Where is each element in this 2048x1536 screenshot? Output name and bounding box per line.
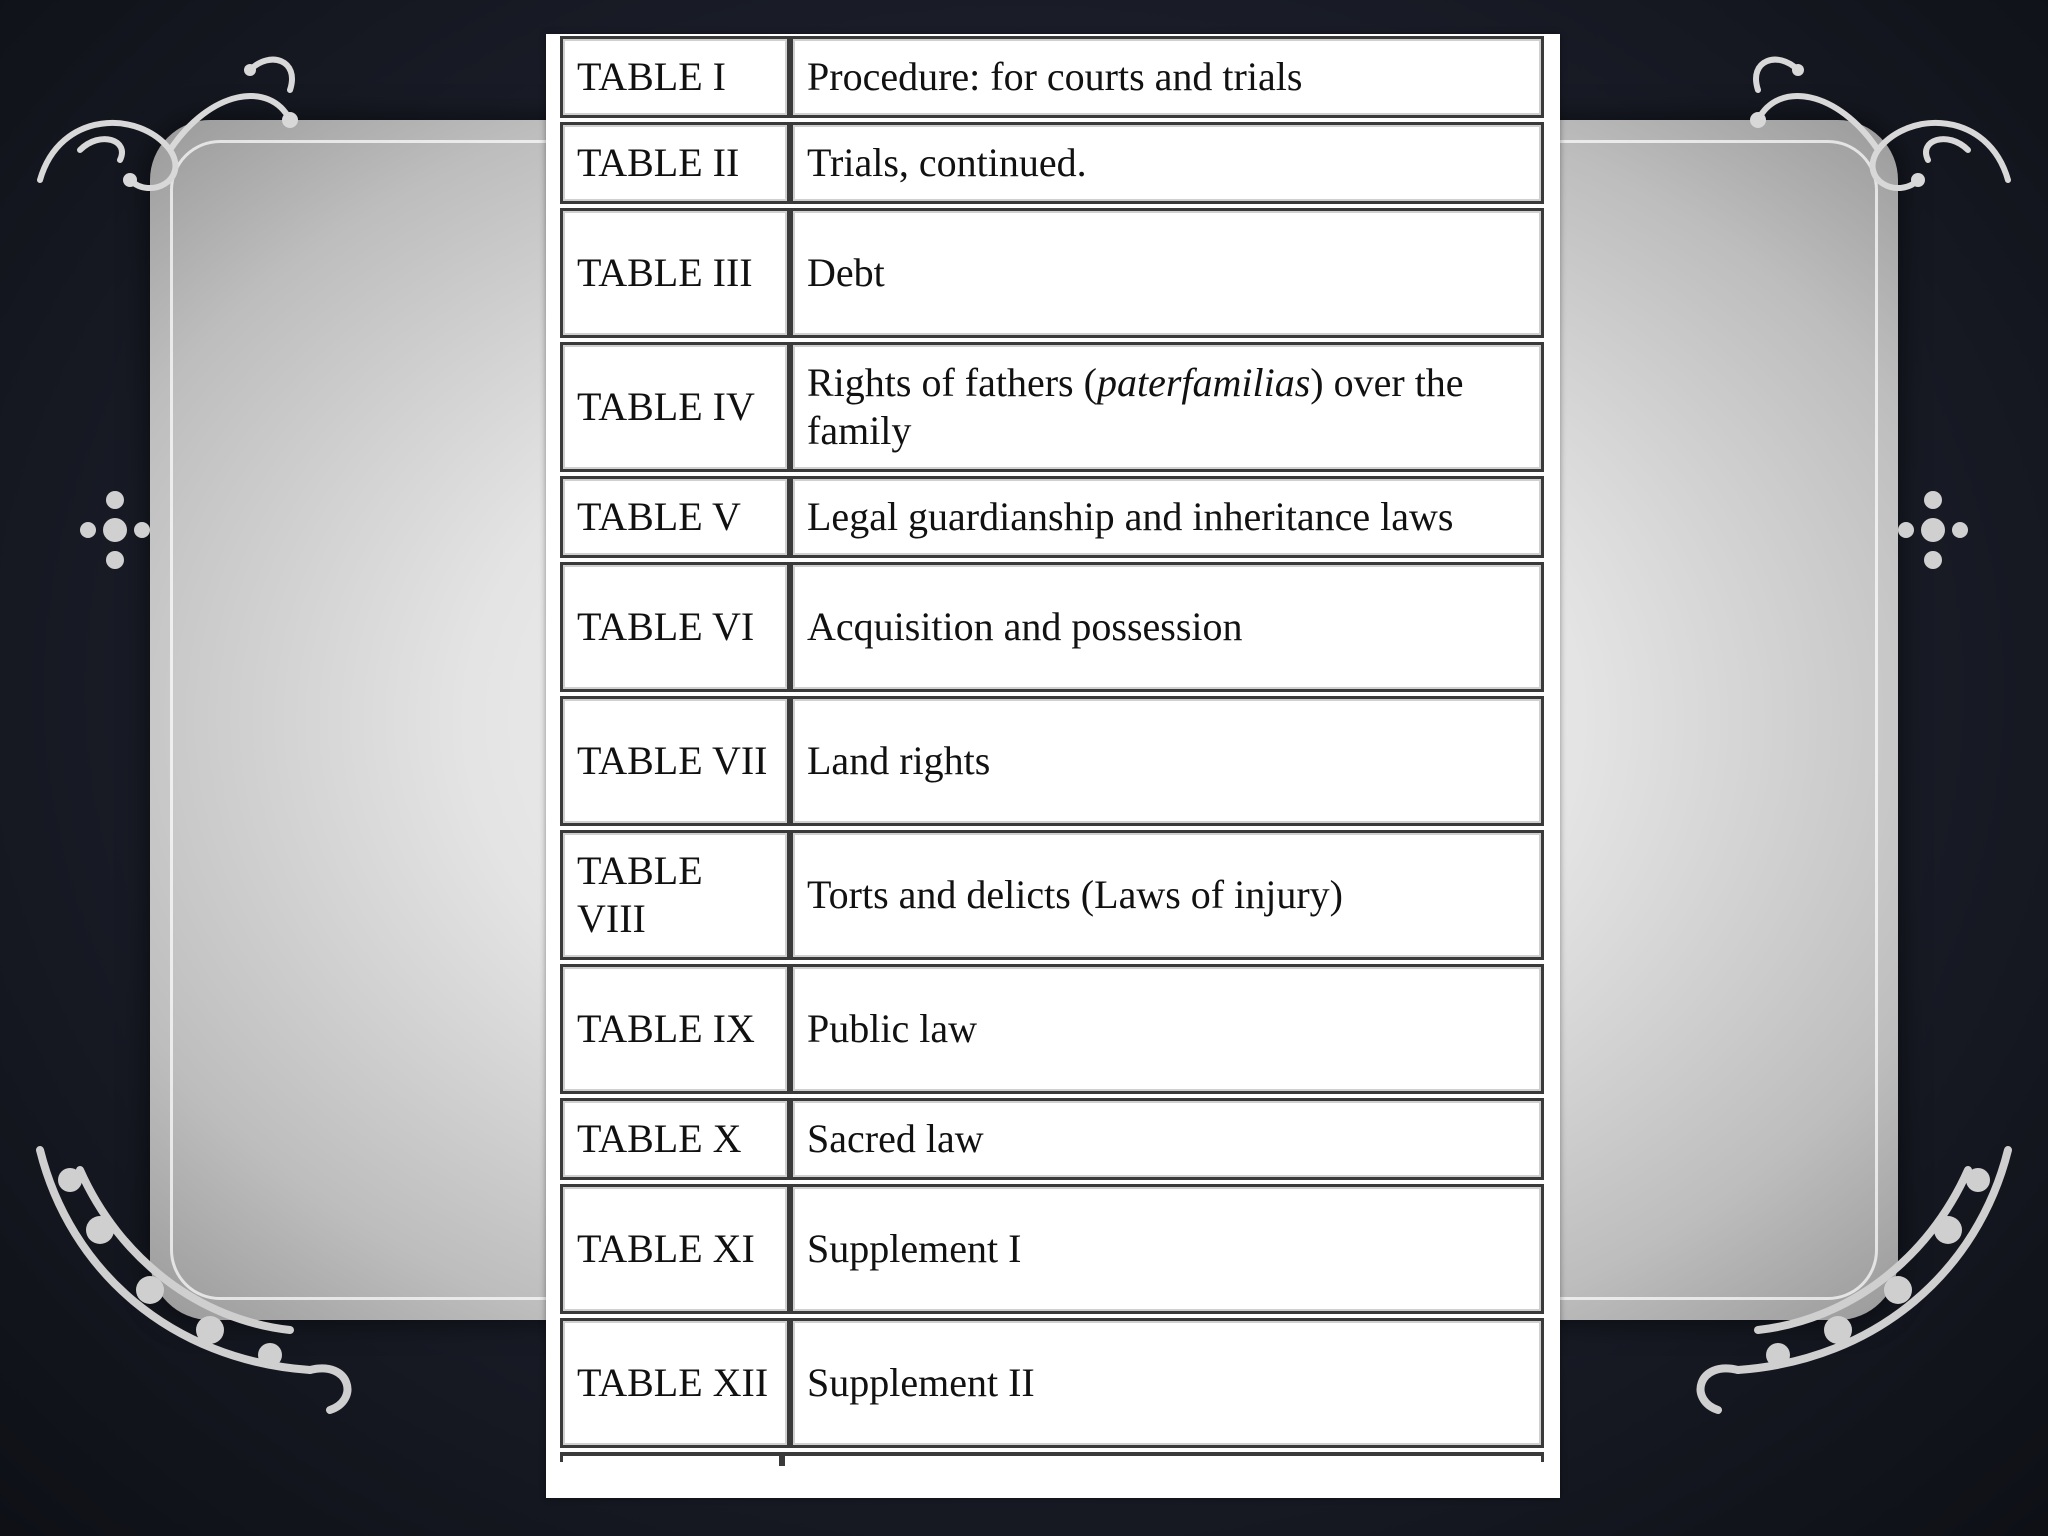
table-description-cell: Procedure: for courts and trials [793, 36, 1544, 118]
flourish-top-left-icon [20, 30, 320, 230]
table-row [560, 476, 1544, 558]
table-row [560, 208, 1544, 338]
table-number-cell: TABLE II [560, 122, 793, 204]
table-description-cell: Rights of fathers (paterfamilias) over the family [793, 342, 1544, 472]
table-row [560, 830, 1544, 960]
table-row [560, 122, 1544, 204]
table-number-cell: TABLE VII [560, 696, 793, 826]
table-number-cell: TABLE I [560, 36, 793, 118]
table-description-cell: Acquisition and possession [793, 562, 1544, 692]
table-number-cell: TABLE VIII [560, 830, 793, 960]
flourish-bottom-left-icon [10, 1110, 410, 1430]
table-row [560, 36, 1544, 118]
table-number-cell: TABLE V [560, 476, 793, 558]
flourish-bottom-right-icon [1638, 1110, 2038, 1430]
table-cut-off-row [560, 1452, 1544, 1462]
twelve-tables-table [560, 34, 1544, 1452]
table-description-cell: Supplement II [793, 1318, 1544, 1448]
table-row [560, 1184, 1544, 1314]
table-description-cell: Supplement I [793, 1184, 1544, 1314]
table-row [560, 1318, 1544, 1448]
table-description-cell: Debt [793, 208, 1544, 338]
table-row [560, 696, 1544, 826]
table-row [560, 342, 1544, 472]
flourish-top-right-icon [1728, 30, 2028, 230]
table-description-cell: Trials, continued. [793, 122, 1544, 204]
flourish-mid-right-icon [1888, 470, 1978, 590]
table-description-cell: Public law [793, 964, 1544, 1094]
table-description-cell: Torts and delicts (Laws of injury) [793, 830, 1544, 960]
table-description-cell: Legal guardianship and inheritance laws [793, 476, 1544, 558]
table-number-cell: TABLE XI [560, 1184, 793, 1314]
table-description-cell: Land rights [793, 696, 1544, 826]
table-row [560, 964, 1544, 1094]
table-number-cell: TABLE IX [560, 964, 793, 1094]
table-number-cell: TABLE VI [560, 562, 793, 692]
table-number-cell: TABLE III [560, 208, 793, 338]
table-row [560, 1098, 1544, 1180]
table-description-cell: Sacred law [793, 1098, 1544, 1180]
twelve-tables-sheet [546, 34, 1560, 1498]
table-number-cell: TABLE XII [560, 1318, 793, 1448]
flourish-mid-left-icon [70, 470, 160, 590]
table-row [560, 562, 1544, 692]
table-number-cell: TABLE IV [560, 342, 793, 472]
table-number-cell: TABLE X [560, 1098, 793, 1180]
